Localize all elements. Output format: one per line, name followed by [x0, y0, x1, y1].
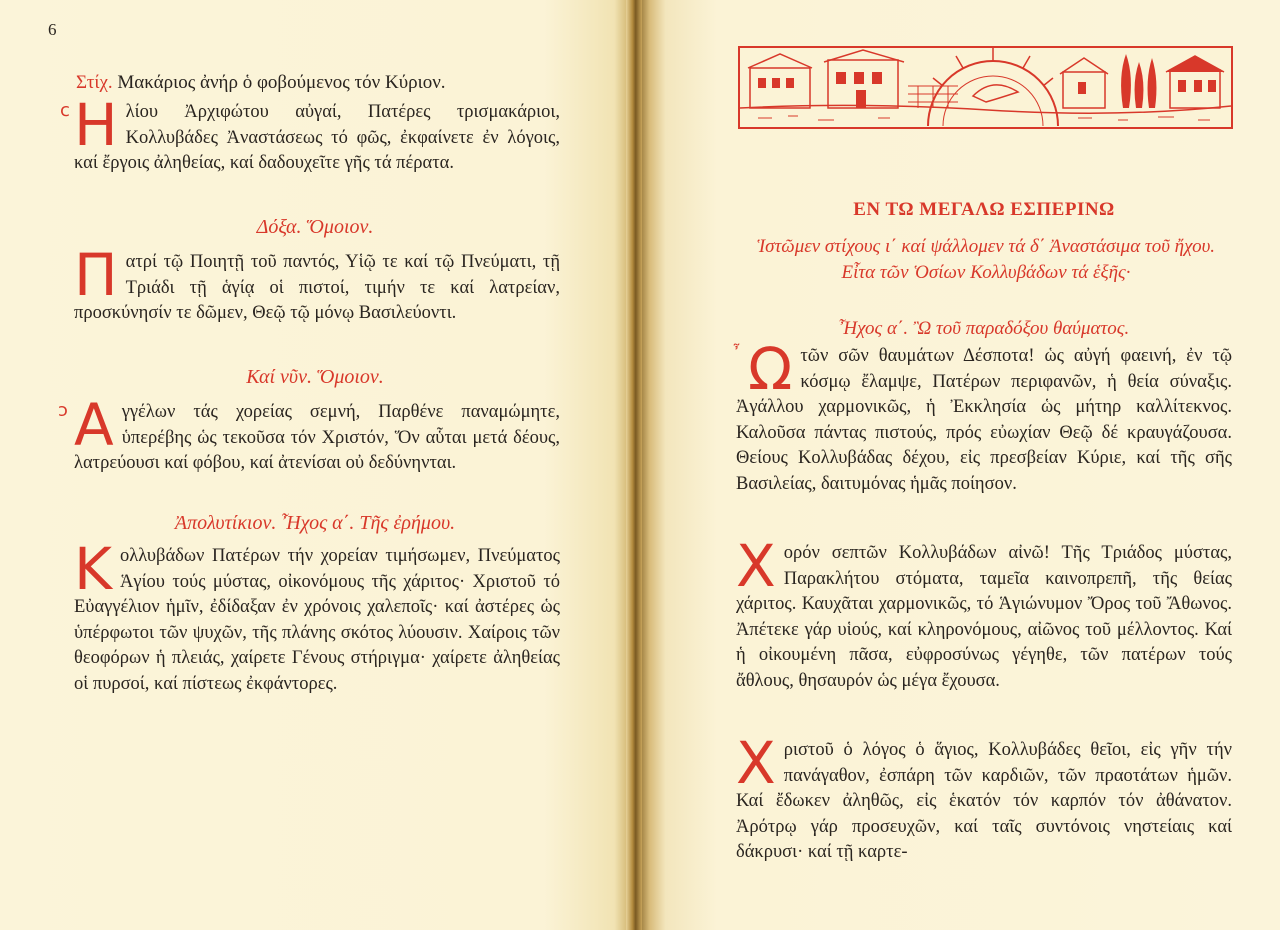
- paragraph-text: ατρί τῷ Ποιητῇ τοῦ παντός, Υἱῷ τε καί τῷ Πνεύματι, τῇ Τριάδι τῇ ἁγίᾳ οἱ πιστοί, τιμήν τε καί λατρείαν, προσκύνησίν τε δῶμεν, Θεῷ τῷ μόνῳ Βασιλεύοντι.: [74, 252, 560, 323]
- left-paragraph-2: [74, 241, 560, 327]
- rubric-kai-nyn: Καί νῦν. Ὅμοιον.: [246, 366, 384, 388]
- right-paragraph-1: [732, 335, 1232, 497]
- paragraph-text: λίου Ἀρχιφώτου αὐγαί, Πατέρες τρισμακάριοι, Κολλυβάδες Ἀναστάσεως τό φῶς, ἐκφαίνετε ἐν λόγοις, καί ἔργοις ἀληθείας, καί δαδουχεῖτε γῆς τά πέρατα.: [74, 102, 560, 173]
- breathing-mark: ͻ: [58, 400, 68, 421]
- drop-cap-initial: [736, 532, 776, 600]
- drop-cap-initial: [60, 91, 118, 159]
- initial-letter: Π: [74, 241, 118, 309]
- paragraph-text: ριστοῦ ὁ λόγος ὁ ἅγιος, Κολλυβάδες θεῖοι, εἰς γῆν τήν πανάγαθον, ἐσπάρη τῶν καρδιῶν, τῶν πραοτάτων ἡμῶν. Καί ἔδωκεν ἀληθῶς, εἰς ἑκατόν τόν καρπόν τόν ἀθάνατον. Ἀρότρῳ γάρ προσευχῶν, καί ταῖς συντόνοις νηστείαις καί δάκρυσι· καί τῇ καρτε-: [736, 740, 1232, 862]
- left-paragraph-3: [58, 391, 560, 477]
- paragraph-text: ολλυβάδων Πατέρων τήν χορείαν τιμήσωμεν, Πνεύματος Ἁγίου τούς μύστας, οἰκονόμους τῆς χάριτος· Χριστοῦ τό Εὐαγγέλιον ἡμῖν, ἐδίδαξαν ἐν χρόνοις χαλεποῖς· καί ἀστέρες ὡς ὑπέρφωτοι τῶν ψυχῶν, τῆς πλάνης σκότος λύουσιν. Χαίροις τῶν θεοφόρων ἡ πλειάς, χαίρετε Γένους στήριγμα· χαίρετε ἀληθείας οἱ πυρσοί, καί πίστεως ἐκφάντορες.: [74, 546, 560, 694]
- drop-cap-initial: [736, 729, 776, 797]
- drop-cap-initial: [74, 241, 118, 309]
- stichos-label: Στίχ.: [76, 72, 113, 93]
- initial-letter: Κ: [74, 535, 113, 603]
- stichos-text: Μακάριος ἀνήρ ὁ φοβούμενος τόν Κύριον.: [117, 72, 446, 93]
- rubric-tone: Ἦχος α΄. Ὢ τοῦ παραδόξου θαύματος.: [838, 318, 1130, 339]
- right-paragraph-2: [736, 532, 1232, 694]
- drop-cap-initial: [58, 391, 114, 459]
- right-paragraph-3: [736, 729, 1232, 866]
- drop-cap-initial: [732, 335, 793, 403]
- rubric-intro: Ἱστῶμεν στίχους ι΄ καί ψάλλομεν τά δ΄ Ἀναστάσιμα τοῦ ἤχου. Εἶτα τῶν Ὁσίων Κολλυβάδων τά ἑξῆς·: [756, 236, 1216, 283]
- initial-letter: Χ: [736, 532, 776, 600]
- page-number: 6: [48, 20, 57, 39]
- drop-cap-initial: [74, 535, 113, 603]
- initial-letter: Η: [74, 91, 118, 159]
- rubric-doxa: Δόξα. Ὅμοιον.: [256, 216, 374, 238]
- left-paragraph-4: [74, 535, 560, 697]
- accent-mark: ῏: [732, 344, 741, 365]
- paragraph-text: γγέλων τάς χορείας σεμνή, Παρθένε παναμώμητε, ὑπερέβης ὡς τεκοῦσα τόν Χριστόν, Ὅν αὗται μετά δέους, λατρεύουσι καί φόβου, καί ἀτενίσαι οὐ δεδύνηνται.: [74, 402, 560, 473]
- book-spine: [626, 0, 642, 930]
- initial-letter: Χ: [736, 729, 776, 797]
- initial-letter: Α: [74, 391, 114, 459]
- paragraph-text: ορόν σεπτῶν Κολλυβάδων αἰνῶ! Τῆς Τριάδος μύστας, Παρακλήτου στόματα, ταμεῖα καινοπρεπῆ, τῆς θείας χάριτος. Καυχᾶται χαρμονικῶς, τό Ἁγιώνυμον Ὄρος τοῦ Ἄθωνος. Ἀπέτεκε γάρ υἱούς, καί κληρονόμους, αἰῶνος τοῦ μέλλοντος. Καί ἡ οἰκουμένη πᾶσα, εὐφροσύνως γέγηθε, τῶν πατέρων τούς ἄθλους, θησαυρόν ὡς μέγα ἔχουσα.: [736, 543, 1232, 691]
- breathing-mark: c: [60, 100, 70, 121]
- header-vignette-illustration: [738, 46, 1233, 129]
- left-paragraph-1: [60, 91, 560, 177]
- initial-letter: Ω: [748, 335, 793, 403]
- rubric-apolytikion: Ἀπολυτίκιον. Ἦχος α΄. Τῆς ἐρήμου.: [174, 512, 456, 534]
- vespers-title: ΕΝ ΤΩ ΜΕΓΑΛΩ ΕΣΠΕΡΙΝΩ: [853, 199, 1115, 220]
- stichos-line: [76, 72, 446, 94]
- paragraph-text: τῶν σῶν θαυμάτων Δέσποτα! ὡς αὐγή φαεινή, ἐν τῷ κόσμῳ ἔλαμψε, Πατέρων περιφανῶν, ἡ θεία σύναξις. Ἀγάλλου χαρμονικῶς, ἡ Ἐκκλησία ὡς μήτηρ καλλίτεκνος. Καλοῦσα πάντας πιστούς, πρός εὐωχίαν Θεῷ δέ κραυγάζουσα. Θείους Κολλυβάδας δέχου, εἰς πρεσβείαν Κύριε, καί τῆς σῆς Βασιλείας, δαιτυμόνας ἡμᾶς ποίησον.: [736, 346, 1232, 494]
